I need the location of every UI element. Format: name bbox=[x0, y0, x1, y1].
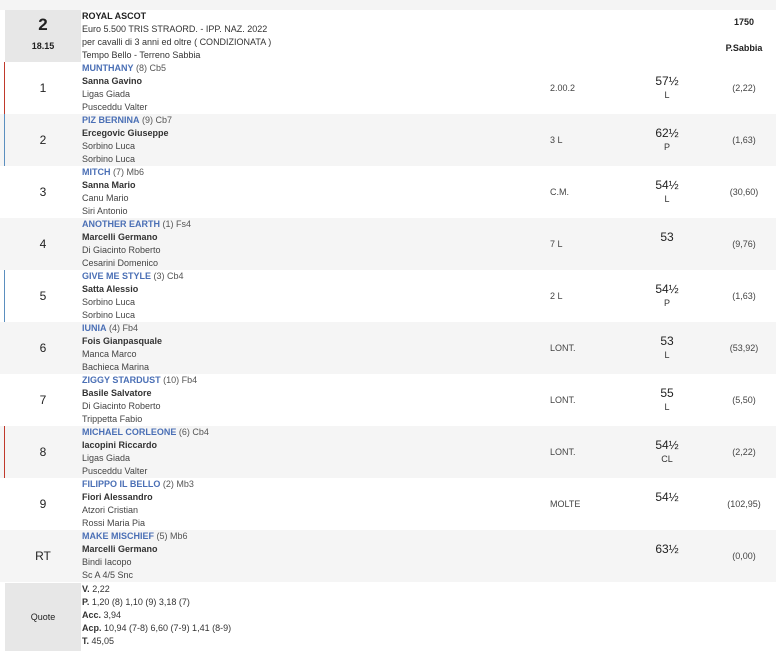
trainer-name: Manca Marco bbox=[82, 349, 137, 359]
horse-name-link[interactable]: ANOTHER EARTH bbox=[82, 219, 160, 229]
weight-code: L bbox=[664, 194, 670, 204]
weight-value: 53 bbox=[660, 334, 674, 348]
quote-label: Quote bbox=[5, 583, 81, 651]
distance-behind: 7 L bbox=[550, 239, 563, 249]
weight-cell bbox=[630, 438, 704, 466]
trainer-name: Ligas Giada bbox=[82, 453, 131, 463]
result-row bbox=[0, 270, 776, 322]
distance-behind: LONT. bbox=[550, 395, 576, 405]
horse-name-link[interactable]: MAKE MISCHIEF bbox=[82, 531, 154, 541]
weight-cell bbox=[630, 334, 704, 362]
odds-value: (9,76) bbox=[732, 239, 756, 249]
race-name: ROYAL ASCOT bbox=[82, 11, 147, 21]
horse-details: (8) Cb5 bbox=[133, 63, 167, 73]
odds-value: (30,60) bbox=[729, 187, 759, 197]
race-info bbox=[82, 10, 682, 62]
finish-position: 8 bbox=[39, 445, 47, 459]
owner-name: Sorbino Luca bbox=[82, 310, 136, 320]
finish-position: 2 bbox=[39, 133, 47, 147]
owner-name: Pusceddu Valter bbox=[82, 102, 148, 112]
finish-position: 7 bbox=[39, 393, 47, 407]
quote-value: 10,94 (7-8) 6,60 (7-9) 1,41 (8-9) bbox=[101, 623, 232, 633]
race-header bbox=[0, 10, 776, 62]
weight-cell bbox=[630, 282, 704, 310]
weight-value: 54½ bbox=[655, 438, 679, 452]
owner-name: Pusceddu Valter bbox=[82, 466, 148, 476]
runner-info bbox=[82, 478, 522, 530]
finish-position: RT bbox=[35, 549, 51, 563]
quote-key: V. bbox=[82, 584, 90, 594]
weight-value: 55 bbox=[660, 386, 674, 400]
owner-name: Sc A 4/5 Snc bbox=[82, 570, 134, 580]
result-row bbox=[0, 530, 776, 582]
odds-value: (2,22) bbox=[732, 447, 756, 457]
weight-cell bbox=[630, 178, 704, 206]
horse-details: (9) Cb7 bbox=[139, 115, 173, 125]
jockey-name: Marcelli Germano bbox=[82, 232, 158, 242]
weight-value: 54½ bbox=[655, 178, 679, 192]
quote-key: P. bbox=[82, 597, 90, 607]
horse-details: (10) Fb4 bbox=[160, 375, 198, 385]
runner-info bbox=[82, 530, 522, 582]
trainer-name: Atzori Cristian bbox=[82, 505, 139, 515]
quote-value: 1,20 (8) 1,10 (9) 3,18 (7) bbox=[89, 597, 190, 607]
finish-position: 6 bbox=[39, 341, 47, 355]
weight-cell bbox=[630, 490, 704, 504]
horse-details: (1) Fs4 bbox=[160, 219, 192, 229]
top-strip bbox=[0, 0, 776, 10]
quote-lines bbox=[82, 583, 231, 648]
result-row bbox=[0, 322, 776, 374]
owner-name: Cesarini Domenico bbox=[82, 258, 159, 268]
finish-position: 1 bbox=[39, 81, 47, 95]
trainer-name: Di Giacinto Roberto bbox=[82, 401, 161, 411]
race-distance: 1750 bbox=[733, 17, 755, 27]
jockey-name: Sanna Mario bbox=[82, 180, 136, 190]
jockey-name: Fois Gianpasquale bbox=[82, 336, 163, 346]
owner-name: Bachiecа Marina bbox=[82, 362, 150, 372]
weight-code: CL bbox=[661, 454, 673, 464]
horse-details: (6) Cb4 bbox=[176, 427, 209, 437]
horse-name-link[interactable]: IUNIA bbox=[82, 323, 107, 333]
odds-value: (102,95) bbox=[727, 499, 761, 509]
jockey-name: Basile Salvatore bbox=[82, 388, 152, 398]
quote-key: Acc. bbox=[82, 610, 102, 620]
owner-name: Rossi Maria Pia bbox=[82, 518, 146, 528]
jockey-name: Ercegovic Giuseppe bbox=[82, 128, 169, 138]
weight-value: 54½ bbox=[655, 282, 679, 296]
race-distance-track bbox=[712, 10, 776, 62]
weight-value: 57½ bbox=[655, 74, 679, 88]
horse-details: (3) Cb4 bbox=[151, 271, 184, 281]
weight-code: L bbox=[664, 90, 670, 100]
odds-value: (5,50) bbox=[732, 395, 756, 405]
distance-behind: LONT. bbox=[550, 343, 576, 353]
distance-behind: 3 L bbox=[550, 135, 563, 145]
quote-line bbox=[82, 583, 231, 596]
weight-cell bbox=[630, 386, 704, 414]
result-row bbox=[0, 62, 776, 114]
runner-info bbox=[82, 426, 522, 478]
distance-behind: LONT. bbox=[550, 447, 576, 457]
weight-value: 53 bbox=[660, 230, 674, 244]
race-number: 2 bbox=[38, 15, 48, 34]
quote-key: T. bbox=[82, 636, 90, 646]
runner-info bbox=[82, 62, 522, 114]
quote-value: 45,05 bbox=[89, 636, 115, 646]
race-conditions: per cavalli di 3 anni ed oltre ( CONDIZIONATA ) bbox=[82, 37, 272, 47]
horse-name-link[interactable]: MITCH bbox=[82, 167, 111, 177]
trainer-name: Bindi Iacopo bbox=[82, 557, 132, 567]
horse-name-link[interactable]: MUNTHANY bbox=[82, 63, 134, 73]
quote-line bbox=[82, 622, 231, 635]
distance-behind: 2.00.2 bbox=[550, 83, 576, 93]
runner-info bbox=[82, 374, 522, 426]
odds-value: (1,63) bbox=[732, 135, 756, 145]
jockey-name: Iacopini Riccardo bbox=[82, 440, 158, 450]
finish-position: 5 bbox=[39, 289, 47, 303]
odds-value: (1,63) bbox=[732, 291, 756, 301]
jockey-name: Marcelli Germano bbox=[82, 544, 158, 554]
result-row bbox=[0, 374, 776, 426]
race-track: P.Sabbia bbox=[725, 43, 763, 53]
weight-code: P bbox=[663, 142, 670, 152]
runner-info bbox=[82, 322, 522, 374]
owner-name: Sorbino Luca bbox=[82, 154, 136, 164]
result-row bbox=[0, 478, 776, 530]
result-row bbox=[0, 218, 776, 270]
finish-position: 3 bbox=[39, 185, 47, 199]
race-time: 18.15 bbox=[31, 41, 55, 51]
quote-line bbox=[82, 609, 231, 622]
horse-name-link[interactable]: FILIPPO IL BELLO bbox=[82, 479, 161, 489]
quote-line bbox=[82, 635, 231, 648]
race-number-box bbox=[5, 10, 81, 62]
odds-value: (0,00) bbox=[732, 551, 756, 561]
jockey-name: Fiori Alessandro bbox=[82, 492, 153, 502]
result-row bbox=[0, 114, 776, 166]
weight-cell bbox=[630, 542, 704, 556]
horse-details: (2) Mb3 bbox=[160, 479, 194, 489]
weight-code: L bbox=[664, 350, 670, 360]
runner-info bbox=[82, 166, 522, 218]
quote-value: 3,94 bbox=[101, 610, 122, 620]
jockey-name: Satta Alessio bbox=[82, 284, 139, 294]
trainer-name: Sorbino Luca bbox=[82, 297, 136, 307]
finish-position: 9 bbox=[39, 497, 47, 511]
distance-behind: C.M. bbox=[550, 187, 569, 197]
horse-name-link[interactable]: ZIGGY STARDUST bbox=[82, 375, 161, 385]
horse-name-link[interactable]: GIVE ME STYLE bbox=[82, 271, 152, 281]
runner-info bbox=[82, 114, 522, 166]
horse-details: (7) Mb6 bbox=[110, 167, 145, 177]
owner-name: Trippetta Fabio bbox=[82, 414, 143, 424]
weight-cell bbox=[630, 126, 704, 154]
trainer-name: Di Giacinto Roberto bbox=[82, 245, 161, 255]
horse-name-link[interactable]: MICHAEL CORLEONE bbox=[82, 427, 177, 437]
finish-position: 4 bbox=[39, 237, 47, 251]
weight-value: 54½ bbox=[655, 490, 679, 504]
quote-value: 2,22 bbox=[89, 584, 110, 594]
trainer-name: Sorbino Luca bbox=[82, 141, 136, 151]
result-row bbox=[0, 166, 776, 218]
runner-info bbox=[82, 218, 522, 270]
quote-key: Acp. bbox=[82, 623, 102, 633]
race-prize: Euro 5.500 TRIS STRAORD. - IPP. NAZ. 2022 bbox=[82, 24, 268, 34]
horse-details: (4) Fb4 bbox=[106, 323, 139, 333]
quote-line bbox=[82, 596, 231, 609]
weight-code: L bbox=[664, 402, 670, 412]
weight-cell bbox=[630, 74, 704, 102]
runner-info bbox=[82, 270, 522, 322]
weight-code: P bbox=[663, 298, 670, 308]
horse-details: (5) Mb6 bbox=[154, 531, 188, 541]
race-weather: Tempo Bello - Terreno Sabbia bbox=[82, 50, 201, 60]
distance-behind: MOLTE bbox=[550, 499, 581, 509]
weight-value: 63½ bbox=[655, 542, 679, 556]
odds-value: (2,22) bbox=[732, 83, 756, 93]
odds-value: (53,92) bbox=[729, 343, 759, 353]
trainer-name: Canu Mario bbox=[82, 193, 129, 203]
horse-name-link[interactable]: PIZ BERNINA bbox=[82, 115, 140, 125]
owner-name: Siri Antonio bbox=[82, 206, 128, 216]
jockey-name: Sanna Gavino bbox=[82, 76, 143, 86]
weight-value: 62½ bbox=[655, 126, 679, 140]
quote-section bbox=[0, 583, 776, 651]
trainer-name: Ligas Giada bbox=[82, 89, 131, 99]
distance-behind: 2 L bbox=[550, 291, 563, 301]
weight-cell bbox=[630, 230, 704, 244]
result-row bbox=[0, 426, 776, 478]
